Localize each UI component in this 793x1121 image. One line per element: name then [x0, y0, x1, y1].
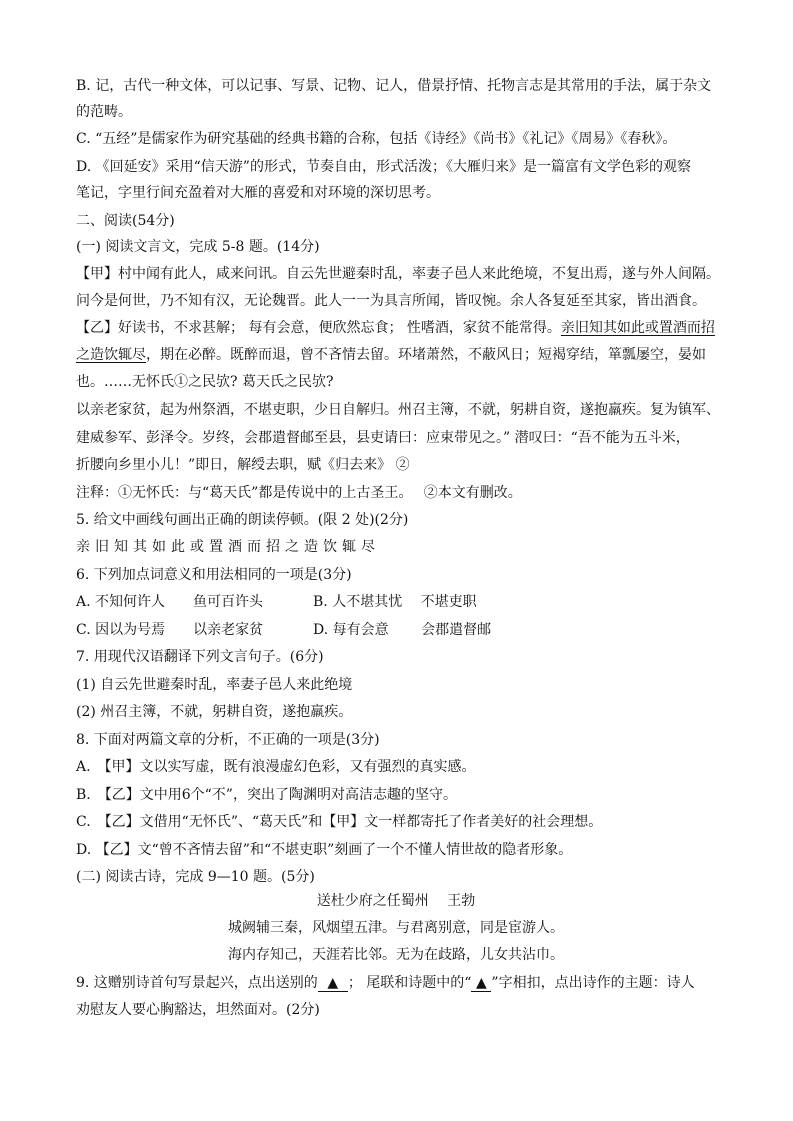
- question-9-line-2: 劝慰友人要心胸豁达，坦然面对。(2分): [76, 1002, 320, 1018]
- passage-yi-line-4: 以亲老家贫，起为州祭酒，不堪吏职，少日自解归。州召主簿，不就，躬耕自资，遂抱羸疾。复为镇军、: [76, 402, 720, 418]
- poem-line-2: 海内存知己，天涯若比邻。无为在歧路，儿女共沾巾。: [228, 947, 564, 963]
- passage-jia-line-1: 【甲】村中闻有此人，咸来问讯。自云先世避秦时乱，率妻子邑人来此绝境，不复出焉，遂与外人间隔。: [76, 266, 720, 282]
- question-6-options-ab: [76, 592, 716, 612]
- question-5: 5. 给文中画线句画出正确的朗读停顿。(限 2 处)(2分): [76, 512, 409, 528]
- question-6-option-d: D. 每有会意 会郡遣督邮: [313, 622, 492, 638]
- passage-yi-line-1: [76, 318, 716, 338]
- passage-yi-text: 【乙】好读书，不求甚解； 每有会意，便欣然忘食； 性嗜酒，家贫不能常得。: [76, 320, 561, 336]
- question-6-option-c: C. 因以为号焉 以亲老家贫: [76, 622, 264, 638]
- question-8-option-a: A. 【甲】文以实写虚，既有浪漫虚幻色彩，又有强烈的真实感。: [76, 759, 476, 775]
- answer-blank-1: ▲: [318, 975, 348, 992]
- passage-yi-text: ，期在必醉。既醉而退，曾不吝情去留。环堵萧然，不蔽风日；短褐穿结，箪瓢屡空，晏如: [146, 347, 706, 363]
- question-8-option-c: C. 【乙】文借用“无怀氏”、“葛天氏”和【甲】文一样都寄托了作者美好的社会理想。: [76, 814, 603, 830]
- question-6-option-a: A. 不知何许人 鱼可百许头: [76, 594, 264, 610]
- passage-jia-line-2: 问今是何世，乃不知有汉，无论魏晋。此人一一为具言所闻，皆叹惋。余人各复延至其家，皆出酒食。: [76, 293, 706, 309]
- option-d-line-2: 笔记，字里行间充盈着对大雁的喜爱和对环境的深切思考。: [76, 185, 440, 201]
- question-7: 7. 用现代汉语翻译下列文言句子。(6分): [76, 649, 324, 665]
- question-9-line-1: [76, 973, 716, 993]
- option-b-line-2: 的范畴。: [76, 104, 132, 120]
- question-8-option-d: D. 【乙】文“曾不吝情去留”和“不堪吏职”刻画了一个不懂人情世故的隐者形象。: [76, 842, 573, 858]
- option-c-line: C. “五经”是儒家作为研究基础的经典书籍的合称，包括《诗经》《尚书》《礼记》《周易》《春秋》。: [76, 131, 677, 147]
- annotation-note: 注释：①无怀氏：与“葛天氏”都是传说中的上古圣王。 ②本文有删改。: [76, 485, 522, 501]
- option-b-line-1: B. 记，古代一种文体，可以记事、写景、记物、记人，借景抒情、托物言志是其常用的手法，属于杂文: [76, 78, 712, 94]
- subsection-2-heading: (二) 阅读古诗，完成 9—10 题。(5分): [76, 869, 315, 885]
- poem-title: 送杜少府之任蜀州 王勃: [316, 893, 476, 909]
- question-7-item-1: (1) 自云先世避秦时乱，率妻子邑人来此绝境: [76, 677, 353, 693]
- question-6-option-b: B. 人不堪其忧 不堪吏职: [313, 594, 477, 610]
- question-5-sentence: 亲旧知其如此或置酒而招之造饮辄尽: [76, 539, 380, 555]
- question-8: 8. 下面对两篇文章的分析，不正确的一项是(3分): [76, 732, 380, 748]
- question-6-options-cd: [76, 620, 716, 640]
- subsection-1-heading: (一) 阅读文言文，完成 5-8 题。(14分): [76, 239, 320, 255]
- poem-line-1: 城阙辅三秦，风烟望五津。与君离别意，同是宦游人。: [228, 920, 564, 936]
- question-9-text: 9. 这赠别诗首句写景起兴，点出送别的: [76, 975, 318, 991]
- option-d-line-1: D. 《回延安》采用“信天游”的形式，节奏自由，形式活泼；《大雁归来》是一篇富有文学色彩的观察: [76, 159, 691, 175]
- underlined-sentence-part-1: 亲旧知其如此或置酒而招: [560, 320, 715, 336]
- question-7-item-2: (2) 州召主簿，不就，躬耕自资，遂抱羸疾。: [76, 704, 353, 720]
- passage-yi-line-5: 建威参军、彭泽令。岁终，会郡遣督邮至县，县吏请曰：应束带见之。” 潜叹曰：“吾不能为五斗米，: [76, 430, 690, 446]
- question-6: 6. 下列加点词意义和用法相同的一项是(3分): [76, 567, 352, 583]
- passage-yi-line-3: 也。……无怀氏①之民欤? 葛天氏之民欤?: [76, 374, 334, 390]
- question-9-text: ； 尾联和诗题中的“: [347, 975, 472, 991]
- question-8-option-b: B. 【乙】文中用6个“不”，突出了陶渊明对高洁志趣的坚守。: [76, 787, 457, 803]
- passage-yi-line-6: 折腰向乡里小儿！”即日，解绶去职，赋《归去来》 ②: [76, 457, 410, 473]
- question-9-text: ”字相扣，点出诗作的主题：诗人: [491, 975, 695, 991]
- underlined-sentence-part-2: 之造饮辄尽: [76, 347, 146, 363]
- answer-blank-2: ▲: [471, 975, 491, 992]
- passage-yi-line-2: [76, 345, 716, 365]
- section-2-heading: 二、阅读(54分): [76, 213, 175, 229]
